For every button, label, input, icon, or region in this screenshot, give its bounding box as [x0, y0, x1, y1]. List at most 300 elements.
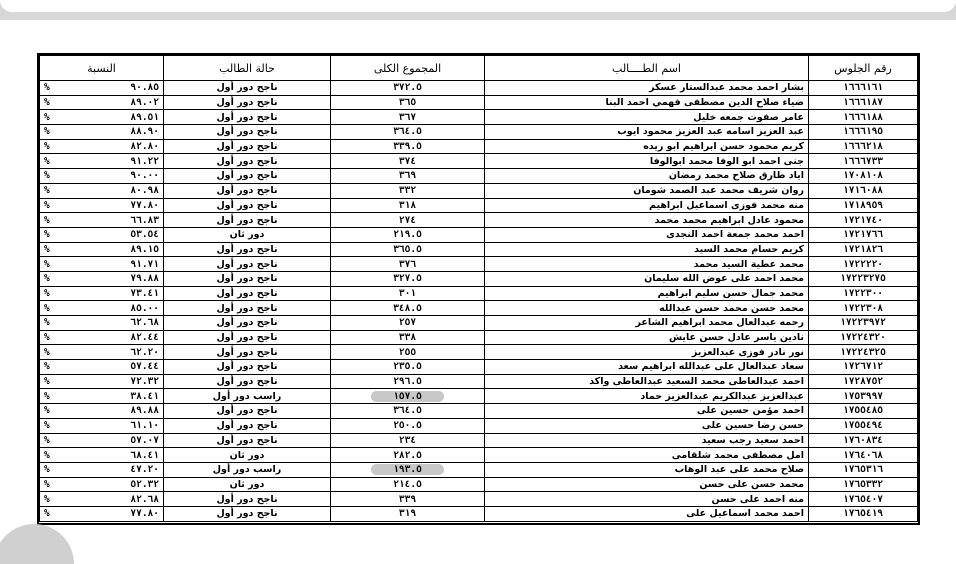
seat-number-cell: ١٧٢٢٢٢٠ — [809, 257, 918, 272]
status-cell: ناجح دور أول — [164, 81, 331, 96]
percent-wrap — [44, 125, 159, 138]
percent-sign: % — [44, 390, 50, 402]
table-row — [40, 169, 918, 184]
percent-value: ٦٨.٤١ — [130, 449, 159, 461]
total-cell — [331, 433, 485, 448]
total-value: ٣١٨ — [398, 199, 417, 211]
percent-cell — [40, 389, 164, 404]
total-cell — [331, 462, 485, 477]
percent-wrap — [44, 243, 159, 256]
table-row — [40, 257, 918, 272]
table-row — [40, 360, 918, 375]
total-value: ٣٦٤.٥ — [393, 126, 422, 138]
seat-number-cell: ١٧٦٤٠٦٨ — [809, 448, 918, 463]
percent-wrap — [44, 493, 159, 506]
header-row — [40, 56, 918, 81]
total-cell — [331, 257, 485, 272]
status-cell: ناجح دور أول — [164, 374, 331, 389]
results-body — [40, 81, 918, 522]
status-cell: ناجح دور أول — [164, 271, 331, 286]
status-cell: دور ثان — [164, 227, 331, 242]
percent-value: ٨٩.٥١ — [130, 111, 159, 123]
percent-wrap — [44, 419, 159, 432]
percent-value: ٥٧.٠٧ — [130, 434, 159, 446]
student-name-cell: امل مصطفى محمد شلقامى — [485, 448, 809, 463]
total-value: ٣٣٢ — [398, 185, 417, 197]
percent-sign: % — [44, 243, 50, 255]
percent-sign: % — [44, 405, 50, 417]
total-value: ٣٤٨.٥ — [393, 302, 422, 314]
total-value: ٣٣٩.٥ — [393, 141, 422, 153]
table-row — [40, 448, 918, 463]
status-cell: راسب دور أول — [164, 462, 331, 477]
percent-value: ٩١.٢٢ — [130, 155, 159, 167]
percent-sign: % — [44, 141, 50, 153]
seat-number-cell: ١٧٦٥٣٣٢ — [809, 477, 918, 492]
table-row — [40, 242, 918, 257]
percent-value: ٧٧.٨٠ — [130, 508, 159, 520]
table-row — [40, 95, 918, 110]
student-name-cell: عبدالعزيز عبدالكريم عبدالعزيز حماد — [485, 389, 809, 404]
total-cell — [331, 271, 485, 286]
total-cell — [331, 213, 485, 228]
table-row — [40, 506, 918, 521]
percent-value: ٩٠.٠٠ — [130, 170, 159, 182]
percent-value: ٨٩.١٥ — [130, 243, 159, 255]
student-name-cell: كريم حسام محمد السيد — [485, 242, 809, 257]
table-row — [40, 316, 918, 331]
total-value: ٣٣٨ — [398, 332, 417, 344]
percent-wrap — [44, 96, 159, 109]
seat-number-cell: ١٧٢٢٣٠٨ — [809, 301, 918, 316]
percent-sign: % — [44, 449, 50, 461]
percent-sign: % — [44, 155, 50, 167]
total-value: ٢٣٥.٥ — [393, 361, 422, 373]
percent-wrap — [44, 404, 159, 417]
student-name-cell: احمد سعيد رجب سعيد — [485, 433, 809, 448]
student-name-cell: صلاح محمد على عبد الوهاب — [485, 462, 809, 477]
percent-wrap — [44, 316, 159, 329]
header-percent: النسبة — [40, 56, 164, 81]
percent-wrap — [44, 331, 159, 344]
percent-wrap — [44, 390, 159, 403]
percent-cell — [40, 404, 164, 419]
percent-value: ٧٣.٤١ — [130, 287, 159, 299]
seat-number-cell: ١٧٦٥٤٠٧ — [809, 492, 918, 507]
percent-wrap — [44, 375, 159, 388]
total-value: ٢٩٦.٥ — [393, 376, 422, 388]
student-name-cell: محمد حسن محمد حسن عبدالله — [485, 301, 809, 316]
percent-sign: % — [44, 493, 50, 505]
percent-sign: % — [44, 508, 50, 520]
percent-sign: % — [44, 82, 50, 94]
status-cell: ناجح دور أول — [164, 154, 331, 169]
seat-number-cell: ١٧٦٥٤١٩ — [809, 506, 918, 521]
percent-cell — [40, 462, 164, 477]
percent-value: ٦٢.٦٨ — [130, 317, 159, 329]
percent-wrap — [44, 184, 159, 197]
percent-wrap — [44, 258, 159, 271]
table-row — [40, 227, 918, 242]
table-row — [40, 213, 918, 228]
total-value: ٣٠١ — [398, 287, 417, 299]
table-row — [40, 330, 918, 345]
percent-sign: % — [44, 258, 50, 270]
seat-number-cell: ١٧٥٥٤٩٤ — [809, 418, 918, 433]
percent-sign: % — [44, 478, 50, 490]
percent-cell — [40, 227, 164, 242]
status-cell: ناجح دور أول — [164, 360, 331, 375]
total-value: ٣٧٦ — [398, 258, 417, 270]
percent-sign: % — [44, 464, 50, 476]
percent-cell — [40, 316, 164, 331]
total-cell — [331, 154, 485, 169]
total-value: ٣٣٩ — [398, 493, 417, 505]
student-name-cell: محمود عادل ابراهيم محمد محمد — [485, 213, 809, 228]
percent-sign: % — [44, 185, 50, 197]
total-cell — [331, 198, 485, 213]
total-cell — [331, 81, 485, 96]
percent-wrap — [44, 360, 159, 373]
total-value: ٣٦٩ — [398, 170, 417, 182]
percent-sign: % — [44, 229, 50, 241]
total-value: ٢٥٠.٥ — [393, 420, 422, 432]
total-value: ٢٨٢.٥ — [393, 449, 422, 461]
percent-cell — [40, 95, 164, 110]
total-cell — [331, 389, 485, 404]
percent-sign: % — [44, 214, 50, 226]
seat-number-cell: ١٧٢٦٧١٢ — [809, 360, 918, 375]
percent-cell — [40, 448, 164, 463]
percent-cell — [40, 198, 164, 213]
total-cell — [331, 125, 485, 140]
student-name-cell: روان شريف محمد عبد الصمد شومان — [485, 183, 809, 198]
percent-cell — [40, 110, 164, 125]
total-value: ٣٧٤ — [398, 155, 417, 167]
total-cell — [331, 316, 485, 331]
seat-number-cell: ١٧٢١٨٢٦ — [809, 242, 918, 257]
student-name-cell: محمد عطية السيد محمد — [485, 257, 809, 272]
student-name-cell: احمد عبدالعاطى محمد السعيد عبدالعاطى واكد — [485, 374, 809, 389]
total-value: ٣٢٧.٥ — [393, 273, 422, 285]
student-name-cell: حسن رضا حسين على — [485, 418, 809, 433]
header-seat-number: رقم الجلوس — [809, 56, 918, 81]
table-row — [40, 154, 918, 169]
seat-number-cell: ١٧٥٣٩٩٧ — [809, 389, 918, 404]
total-value: ٢٧٤ — [398, 214, 417, 226]
percent-value: ٧٧.٨٠ — [130, 199, 159, 211]
status-cell: ناجح دور أول — [164, 286, 331, 301]
highlight-mark: ١٥٧.٥ — [371, 391, 444, 402]
total-cell — [331, 345, 485, 360]
table-row — [40, 404, 918, 419]
percent-cell — [40, 506, 164, 521]
table-row — [40, 345, 918, 360]
status-cell: دور ثان — [164, 477, 331, 492]
status-cell: ناجح دور أول — [164, 242, 331, 257]
total-cell — [331, 492, 485, 507]
percent-sign: % — [44, 199, 50, 211]
percent-sign: % — [44, 287, 50, 299]
percent-value: ٩١.٧١ — [130, 258, 159, 270]
percent-value: ٩٠.٨٥ — [130, 82, 159, 94]
table-row — [40, 433, 918, 448]
seat-number-cell: ١٦٦٦١٩٥ — [809, 125, 918, 140]
percent-cell — [40, 213, 164, 228]
table-row — [40, 110, 918, 125]
percent-wrap — [44, 169, 159, 182]
seat-number-cell: ١٦٦٦١٦١ — [809, 81, 918, 96]
total-value: ٣١٩ — [398, 508, 417, 520]
percent-wrap — [44, 434, 159, 447]
total-value: ٢٣٤ — [398, 434, 417, 446]
status-cell: ناجح دور أول — [164, 110, 331, 125]
student-name-cell: اياد طارق صلاح محمد رمضان — [485, 169, 809, 184]
percent-wrap — [44, 272, 159, 285]
corner-overlay — [0, 524, 74, 564]
percent-wrap — [44, 287, 159, 300]
percent-cell — [40, 360, 164, 375]
header-total: المجموع الكلى — [331, 56, 485, 81]
total-value: ٢١٤.٥ — [393, 478, 422, 490]
seat-number-cell: ١٧٦٥٣١٦ — [809, 462, 918, 477]
header-status: حالة الطالب — [164, 56, 331, 81]
student-name-cell: ضياء صلاح الدين مصطفى فهمي احمد البنا — [485, 95, 809, 110]
highlight-mark: ١٩٣.٥ — [371, 464, 444, 475]
status-cell: راسب دور أول — [164, 389, 331, 404]
seat-number-cell: ١٧٢٢٣٢٧٥ — [809, 271, 918, 286]
percent-sign: % — [44, 317, 50, 329]
percent-sign: % — [44, 420, 50, 432]
percent-value: ٨٩.٨٨ — [130, 405, 159, 417]
percent-sign: % — [44, 376, 50, 388]
percent-cell — [40, 183, 164, 198]
student-name-cell: عبد العزيز اسامه عبد العزيز محمود ايوب — [485, 125, 809, 140]
student-name-cell: نادين ياسر عادل حسن عايش — [485, 330, 809, 345]
total-value: ٣٦٤.٥ — [393, 405, 422, 417]
percent-wrap — [44, 302, 159, 315]
table-row — [40, 477, 918, 492]
student-name-cell: محمد احمد على عوض الله سليمان — [485, 271, 809, 286]
percent-sign: % — [44, 111, 50, 123]
student-name-cell: منه محمد فوزى اسماعيل ابراهيم — [485, 198, 809, 213]
status-cell: دور ثان — [164, 448, 331, 463]
percent-sign: % — [44, 346, 50, 358]
percent-sign: % — [44, 434, 50, 446]
total-value: ٢١٩.٥ — [393, 229, 422, 241]
total-value: ٣٦٧ — [398, 111, 417, 123]
status-cell: ناجح دور أول — [164, 125, 331, 140]
percent-sign: % — [44, 302, 50, 314]
percent-cell — [40, 257, 164, 272]
status-cell: ناجح دور أول — [164, 301, 331, 316]
table-row — [40, 462, 918, 477]
results-table — [39, 55, 918, 522]
student-name-cell: احمد مؤمن حسين على — [485, 404, 809, 419]
total-cell — [331, 506, 485, 521]
percent-cell — [40, 492, 164, 507]
status-cell: ناجح دور أول — [164, 404, 331, 419]
student-name-cell: بشار احمد محمد عبدالستار عسكر — [485, 81, 809, 96]
percent-cell — [40, 139, 164, 154]
table-row — [40, 301, 918, 316]
status-cell: ناجح دور أول — [164, 316, 331, 331]
percent-wrap — [44, 507, 159, 520]
percent-value: ٨٩.٠٢ — [130, 97, 159, 109]
percent-sign: % — [44, 332, 50, 344]
status-cell: ناجح دور أول — [164, 213, 331, 228]
total-cell — [331, 183, 485, 198]
table-row — [40, 81, 918, 96]
percent-cell — [40, 271, 164, 286]
total-cell — [331, 374, 485, 389]
seat-number-cell: ١٦٦٦٢١٨ — [809, 139, 918, 154]
percent-value: ٣٨.٤١ — [130, 390, 159, 402]
window-top-bar — [0, 0, 956, 20]
percent-wrap — [44, 81, 159, 94]
percent-wrap — [44, 449, 159, 462]
student-name-cell: احمد محمد جمعة احمد النجدى — [485, 227, 809, 242]
percent-cell — [40, 374, 164, 389]
seat-number-cell: ١٧٦٠٨٣٤ — [809, 433, 918, 448]
student-name-cell: كريم محمود حسن ابراهيم ابو ريده — [485, 139, 809, 154]
seat-number-cell: ١٧٢٢٣٠٠ — [809, 286, 918, 301]
total-value: ٢٥٥ — [398, 346, 417, 358]
total-cell — [331, 242, 485, 257]
status-cell: ناجح دور أول — [164, 183, 331, 198]
student-name-cell: محمد حسن على حسن — [485, 477, 809, 492]
seat-number-cell: ١٧٢١٧٦٦ — [809, 227, 918, 242]
seat-number-cell: ١٧٢٨٧٥٢ — [809, 374, 918, 389]
table-row — [40, 139, 918, 154]
percent-value: ٤٧.٢٠ — [130, 464, 159, 476]
percent-value: ٦٢.٢٠ — [130, 346, 159, 358]
seat-number-cell: ١٧١٦٠٨٨ — [809, 183, 918, 198]
percent-value: ٨٠.٩٨ — [130, 185, 159, 197]
total-cell — [331, 227, 485, 242]
total-cell — [331, 301, 485, 316]
total-cell — [331, 360, 485, 375]
table-row — [40, 286, 918, 301]
status-cell: ناجح دور أول — [164, 198, 331, 213]
percent-sign: % — [44, 361, 50, 373]
percent-value: ٦٦.٨٣ — [130, 214, 159, 226]
student-name-cell: جنى احمد ابو الوفا محمد ابوالوفا — [485, 154, 809, 169]
total-value: ٢٥٧ — [398, 317, 417, 329]
table-row — [40, 492, 918, 507]
total-cell — [331, 418, 485, 433]
percent-wrap — [44, 346, 159, 359]
percent-cell — [40, 345, 164, 360]
percent-wrap — [44, 478, 159, 491]
percent-wrap — [44, 111, 159, 124]
percent-sign: % — [44, 126, 50, 138]
percent-wrap — [44, 463, 159, 476]
percent-cell — [40, 81, 164, 96]
percent-cell — [40, 242, 164, 257]
student-name-cell: رحمه عبدالعال محمد ابراهيم الشاعر — [485, 316, 809, 331]
percent-cell — [40, 125, 164, 140]
seat-number-cell: ١٧٢١٧٤٠ — [809, 213, 918, 228]
percent-wrap — [44, 199, 159, 212]
total-cell — [331, 110, 485, 125]
student-name-cell: احمد محمد اسماعيل على — [485, 506, 809, 521]
status-cell: ناجح دور أول — [164, 433, 331, 448]
table-row — [40, 389, 918, 404]
table-row — [40, 418, 918, 433]
total-value: ٣٧٢.٥ — [393, 82, 422, 94]
seat-number-cell: ١٦٦٦١٨٧ — [809, 95, 918, 110]
status-cell: ناجح دور أول — [164, 492, 331, 507]
seat-number-cell: ١٧٢٢٤٣٢٠ — [809, 330, 918, 345]
student-name-cell: منه احمد على حسن — [485, 492, 809, 507]
percent-wrap — [44, 140, 159, 153]
header-student-name: اسم الطــــالب — [485, 56, 809, 81]
percent-value: ٨٢.٨٠ — [130, 141, 159, 153]
total-cell — [331, 448, 485, 463]
status-cell: ناجح دور أول — [164, 345, 331, 360]
total-cell — [331, 286, 485, 301]
status-cell: ناجح دور أول — [164, 139, 331, 154]
status-cell: ناجح دور أول — [164, 95, 331, 110]
student-name-cell: عامر صفوت جمعه خليل — [485, 110, 809, 125]
percent-cell — [40, 433, 164, 448]
percent-wrap — [44, 155, 159, 168]
percent-value: ٦١.١٠ — [130, 420, 159, 432]
table-row — [40, 271, 918, 286]
seat-number-cell: ١٧١٨٩٥٩ — [809, 198, 918, 213]
percent-sign: % — [44, 97, 50, 109]
window-top-edge — [0, 0, 956, 12]
results-sheet — [37, 53, 920, 525]
percent-cell — [40, 301, 164, 316]
status-cell: ناجح دور أول — [164, 257, 331, 272]
seat-number-cell: ١٧٥٥٤٨٥ — [809, 404, 918, 419]
percent-value: ٨٥.٠٠ — [130, 302, 159, 314]
seat-number-cell: ١٧٢٢٣٩٧٢ — [809, 316, 918, 331]
percent-sign: % — [44, 273, 50, 285]
seat-number-cell: ١٦٦٦١٨٨ — [809, 110, 918, 125]
student-name-cell: محمد جمال حسن سليم ابراهيم — [485, 286, 809, 301]
seat-number-cell: ١٧٠٨١٠٨ — [809, 169, 918, 184]
percent-sign: % — [44, 170, 50, 182]
seat-number-cell: ١٧٢٢٤٣٢٥ — [809, 345, 918, 360]
percent-value: ٨٢.٦٨ — [130, 493, 159, 505]
percent-value: ٥٣.٥٤ — [130, 229, 159, 241]
total-cell — [331, 330, 485, 345]
status-cell: ناجح دور أول — [164, 506, 331, 521]
percent-value: ٨٨.٩٠ — [130, 126, 159, 138]
table-row — [40, 125, 918, 140]
total-cell — [331, 477, 485, 492]
total-cell — [331, 139, 485, 154]
percent-value: ٥٧.٤٤ — [130, 361, 159, 373]
percent-cell — [40, 418, 164, 433]
total-cell — [331, 169, 485, 184]
percent-value: ٧٩.٨٨ — [130, 273, 159, 285]
total-cell — [331, 404, 485, 419]
total-cell — [331, 95, 485, 110]
student-name-cell: نور نادر فوزى عبدالعزيز — [485, 345, 809, 360]
percent-cell — [40, 286, 164, 301]
total-value: ٣٦٥.٥ — [393, 243, 422, 255]
percent-value: ٨٢.٤٤ — [130, 332, 159, 344]
table-row — [40, 198, 918, 213]
percent-value: ٥٢.٣٢ — [130, 478, 159, 490]
status-cell: ناجح دور أول — [164, 418, 331, 433]
student-name-cell: سعاد عبدالعال على عبدالله ابراهيم سعد — [485, 360, 809, 375]
table-row — [40, 183, 918, 198]
